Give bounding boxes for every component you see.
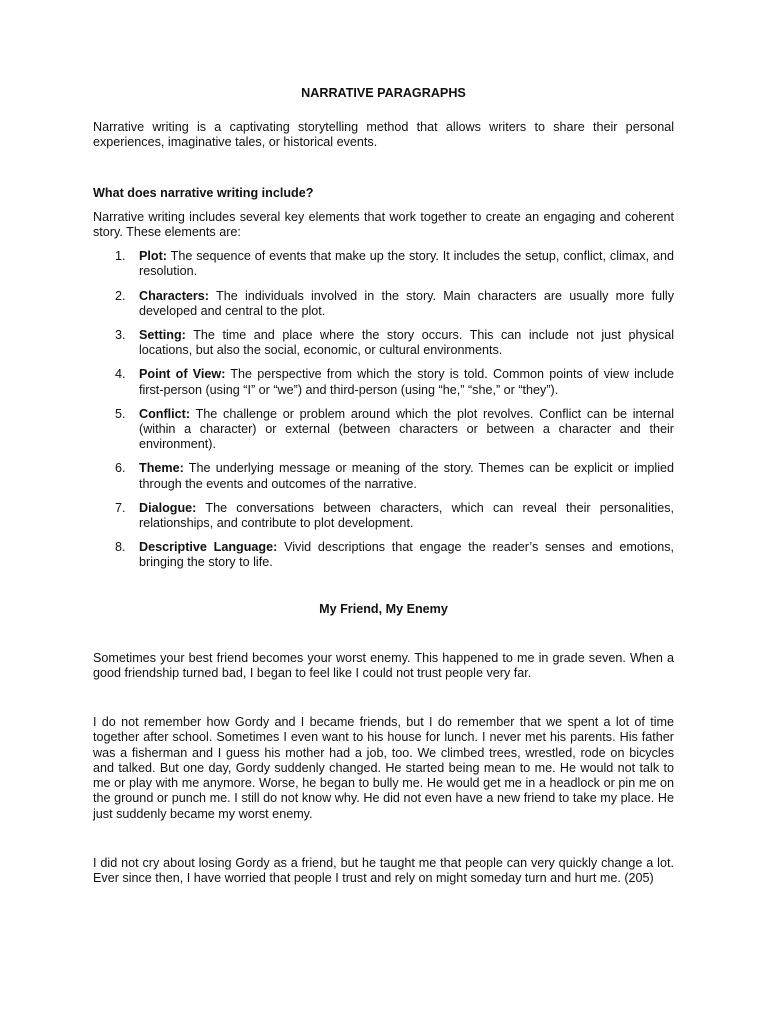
page-title: NARRATIVE PARAGRAPHS [301,86,466,100]
list-item-text: The conversations between characters, which can reveal their personalities, relationships, and contribute to plot development. [139,500,674,531]
list-item-number: 8. [115,540,126,555]
story-paragraph-3: I did not cry about losing Gordy as a friend, but he taught me that people can very quickly change a lot. Ever since then, I have worried that people I trust and rely on might someday turn and hurt me. (205) [93,855,674,885]
list-item-number: 2. [115,288,126,303]
list-item [93,461,674,491]
list-item-number: 3. [115,328,126,343]
list-item-number: 5. [115,406,126,421]
list-item [93,407,674,453]
list-item [93,367,674,397]
elements-list [93,249,674,570]
list-item [93,289,674,319]
story-paragraph-2: I do not remember how Gordy and I became friends, but I do remember that we spent a lot of time together after school. Sometimes I even want to his house for lunch. I never met his parents. His father was a fisherman and I guess his mother had a job, too. We climbed trees, wrestled, rode on bicycles and talked. But one day, Gordy suddenly changed. He started being mean to me. He would not talk to me or play with me anymore. Worse, he began to bully me. He would get me in a headlock or pin me on the ground or punch me. I still do not know why. He did not even have a new friend to take my place. He just suddenly became my worst enemy. [93,715,674,821]
list-item-term: Theme: [139,461,184,476]
list-item-term: Conflict: [139,406,191,421]
list-item-text: The challenge or problem around which the plot revolves. Conflict can be internal (within a character) or external (between characters or between a character and their environment). [139,406,674,452]
list-item-term: Setting: [139,328,186,343]
list-item-term: Plot: [139,249,167,264]
list-item-number: 1. [115,249,126,264]
list-item-text: Vivid descriptions that engage the reader’s senses and emotions, bringing the story to life. [139,540,675,570]
list-item [93,540,674,570]
list-item-number: 7. [115,500,126,515]
list-item-number: 4. [115,367,126,382]
list-intro-paragraph: Narrative writing includes several key elements that work together to create an engaging and coherent story. These elements are: [93,209,674,240]
section-heading: What does narrative writing include? [93,185,314,200]
list-item-text: The perspective from which the story is told. Common points of view include first-person (using “I” or “we”) and third-person (using “he,” “she,” or “they”). [139,367,674,397]
story-paragraph-1: Sometimes your best friend becomes your worst enemy. This happened to me in grade seven. When a good friendship turned bad, I began to feel like I could not trust people very far. [93,650,674,681]
list-item-term: Descriptive Language: [139,540,278,555]
list-item-term: Characters: [139,288,209,303]
story-title: My Friend, My Enemy [319,601,448,616]
list-item-number: 6. [115,461,126,476]
intro-paragraph: Narrative writing is a captivating storytelling method that allows writers to share their personal experiences, imaginative tales, or historical events. [93,120,674,150]
list-item [93,328,674,358]
list-item-text: The individuals involved in the story. Main characters are usually more fully developed and central to the plot. [139,288,674,318]
list-item-term: Point of View: [139,367,226,382]
list-item [93,501,674,531]
document-page [93,86,674,886]
list-item [93,249,674,279]
list-item-text: The underlying message or meaning of the story. Themes can be explicit or implied through the events and outcomes of the narrative. [139,461,675,491]
list-item-text: The sequence of events that make up the story. It includes the setup, conflict, climax, and resolution. [139,249,674,279]
list-item-term: Dialogue: [139,500,197,515]
list-item-text: The time and place where the story occurs. This can include not just physical locations, but also the social, economic, or cultural environments. [139,328,674,358]
